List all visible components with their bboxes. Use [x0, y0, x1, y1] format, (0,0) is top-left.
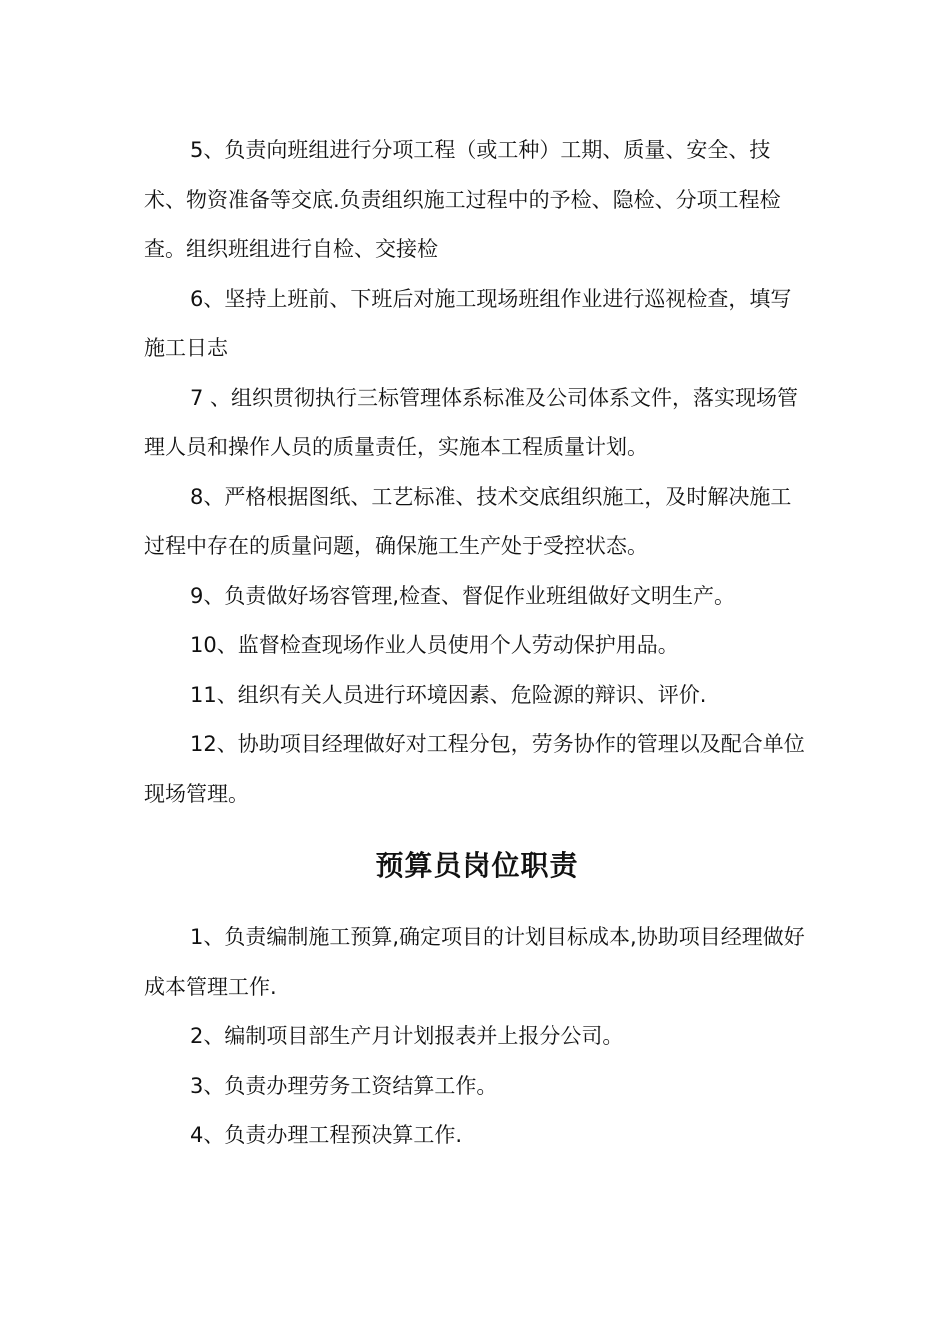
budget-item-3: 3、负责办理劳务工资结算工作。	[190, 1073, 498, 1098]
section-title-budget-officer: 预算员岗位职责	[375, 849, 579, 882]
section-construction-duties	[144, 126, 810, 819]
document-page	[144, 126, 810, 1161]
budget-item-1: 1、负责编制施工预算,确定项目的计划目标成本,协助项目经理做好成本管理工作.	[144, 925, 805, 999]
duty-item-6: 6、坚持上班前、下班后对施工现场班组作业进行巡视检查，填写施工日志	[144, 286, 792, 360]
duty-item-10: 10、监督检查现场作业人员使用个人劳动保护用品。	[190, 633, 679, 657]
duty-item-9: 9、负责做好场容管理,检查、督促作业班组做好文明生产。	[190, 583, 736, 608]
duty-item-5: 5、负责向班组进行分项工程（或工种）工期、质量、安全、技术、物资准备等交底.负责组织施工过程中的予检、隐检、分项工程检查。组织班组进行自检、交接检	[144, 138, 781, 261]
budget-item-4: 4、负责办理工程预决算工作.	[190, 1123, 463, 1147]
section-budget-duties	[144, 913, 810, 1161]
budget-item-2: 2、编制项目部生产月计划报表并上报分公司。	[190, 1024, 624, 1048]
duty-item-11: 11、组织有关人员进行环境因素、危险源的辩识、评价.	[190, 682, 707, 707]
duty-item-12: 12、协助项目经理做好对工程分包，劳务协作的管理以及配合单位现场管理。	[144, 732, 805, 806]
duty-item-7: 7 、组织贯彻执行三标管理体系标准及公司体系文件，落实现场管理人员和操作人员的质量责任，实施本工程质量计划。	[144, 385, 799, 459]
duty-item-8: 8、严格根据图纸、工艺标准、技术交底组织施工，及时解决施工过程中存在的质量问题，确保施工生产处于受控状态。	[144, 484, 792, 558]
